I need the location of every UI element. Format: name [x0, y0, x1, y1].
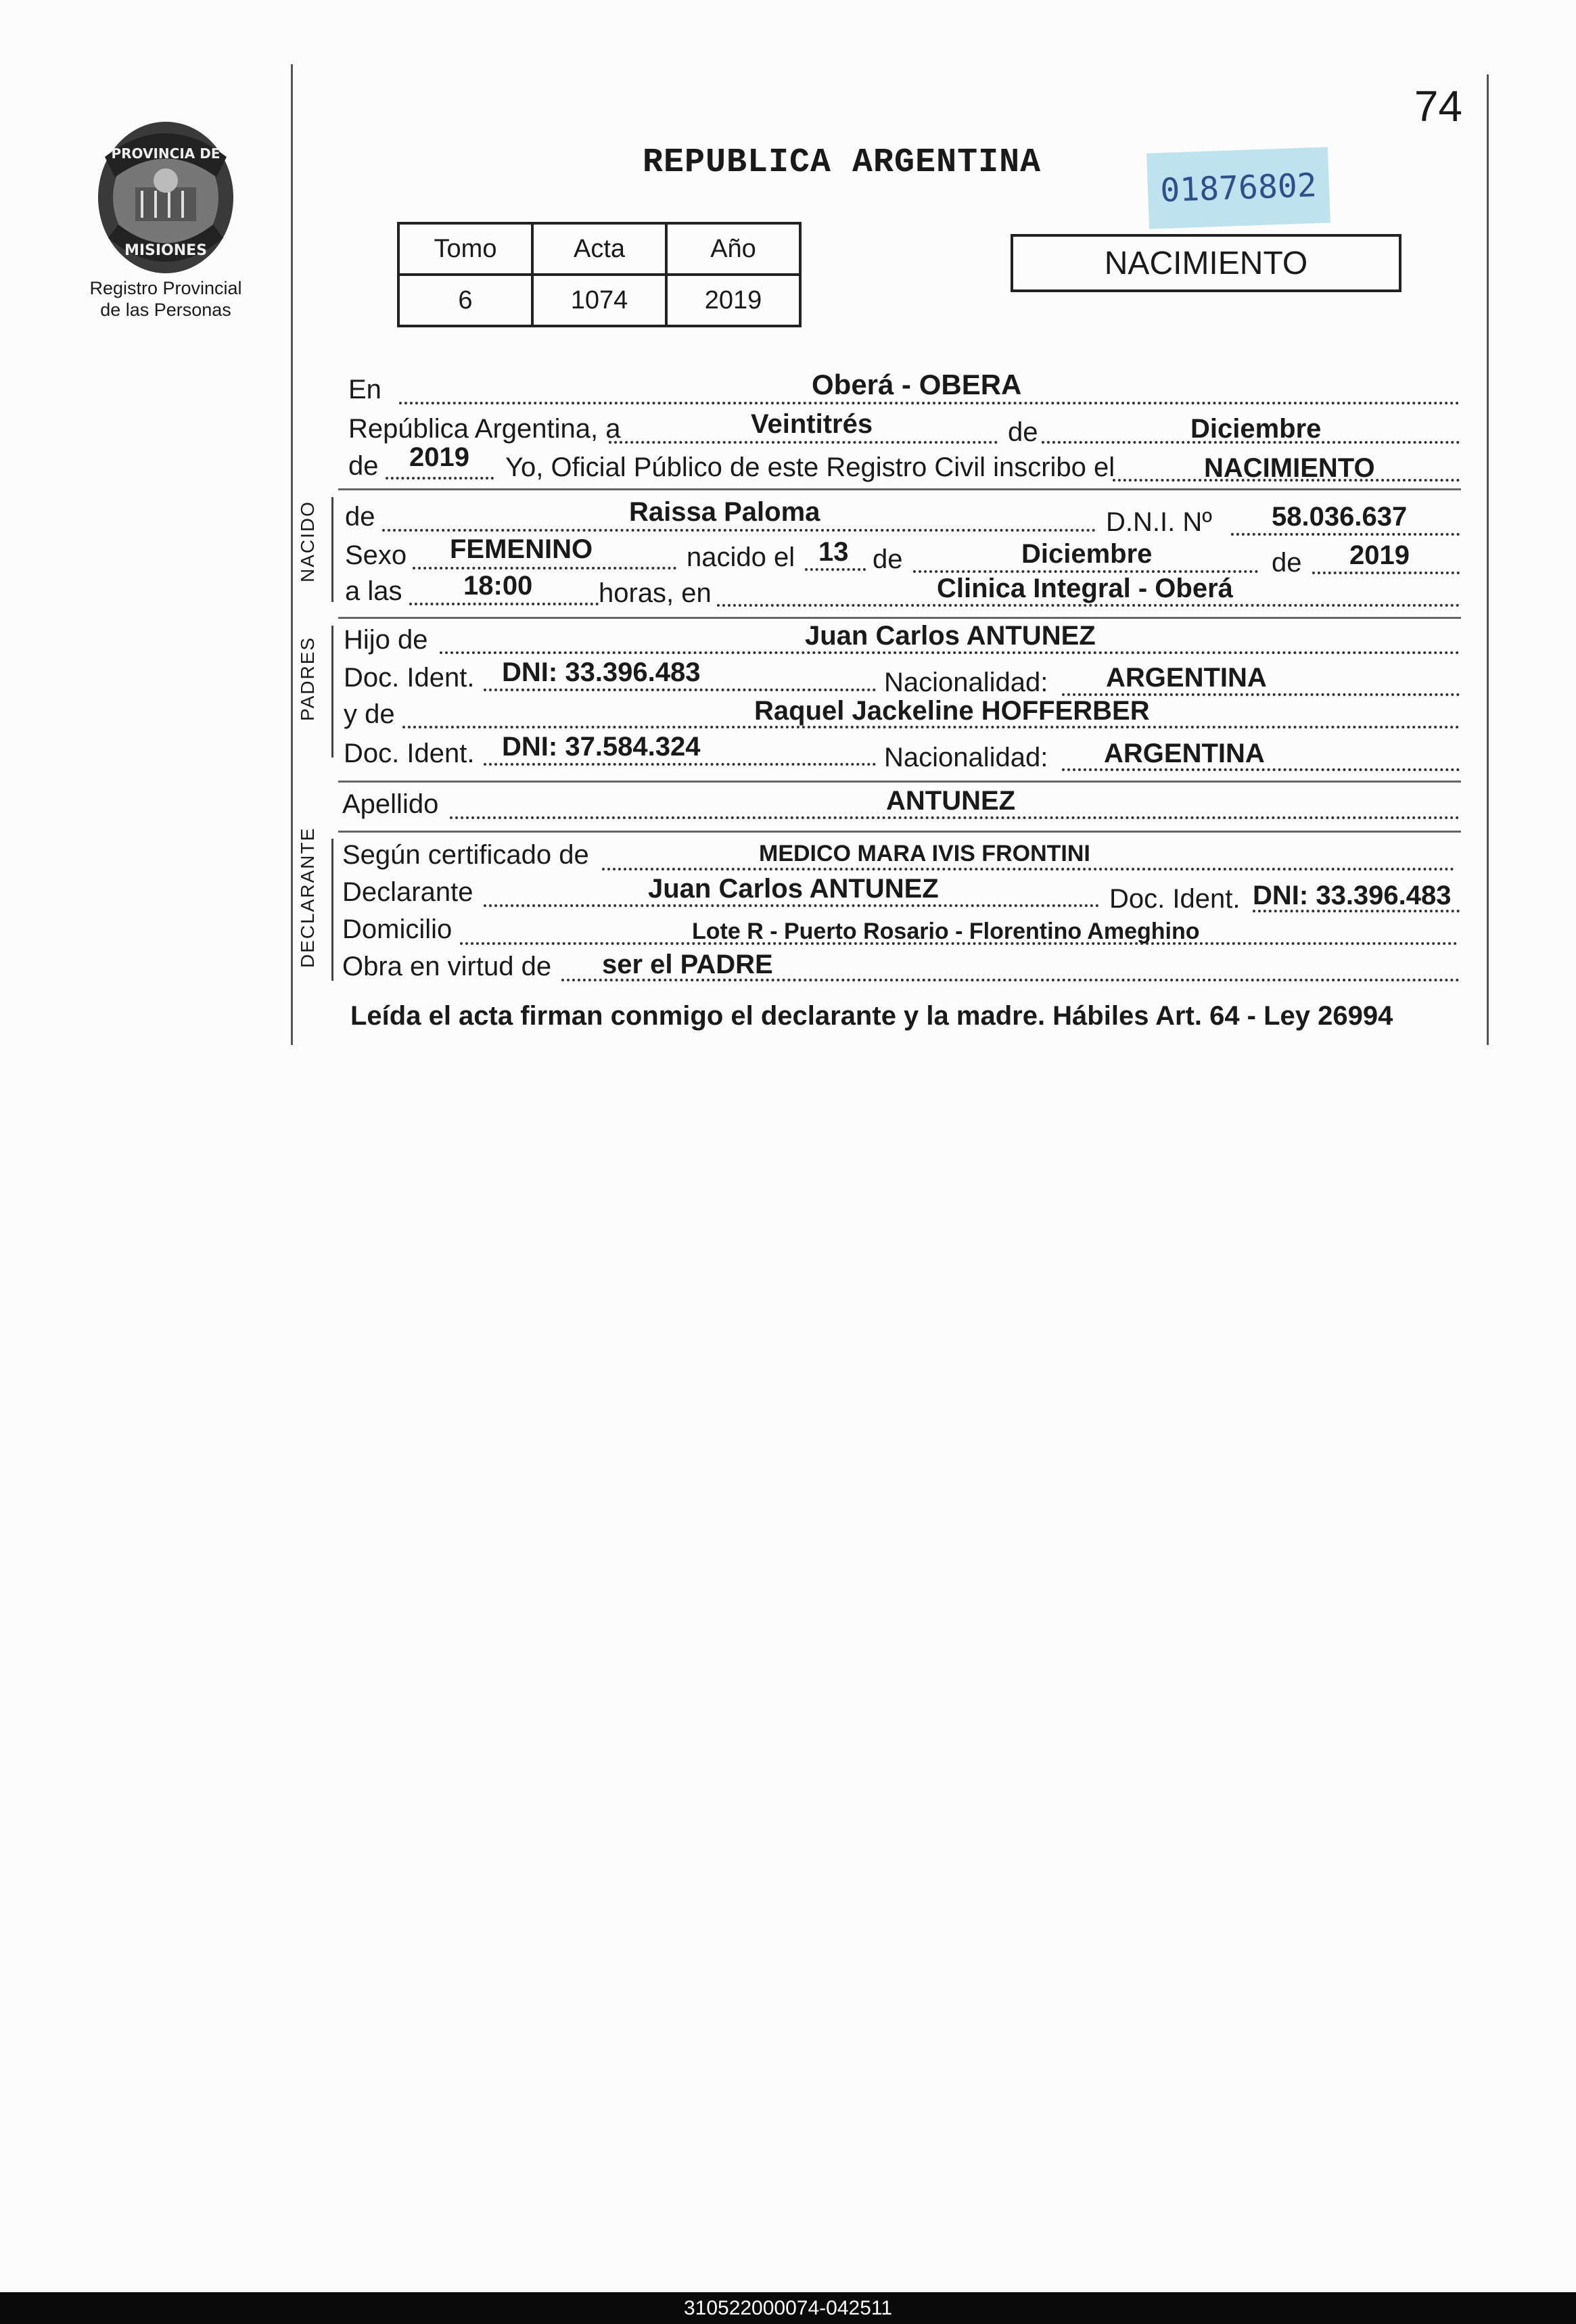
value-lugar: Clinica Integral - Oberá — [937, 574, 1233, 603]
label-de: de — [1008, 417, 1038, 447]
label-hijo-de: Hijo de — [344, 625, 428, 655]
divider — [338, 831, 1461, 833]
value-dia-nac: 13 — [818, 537, 849, 567]
label-republica: República Argentina, a — [348, 414, 621, 444]
label-de2: de — [348, 451, 379, 481]
value-obra: ser el PADRE — [602, 950, 773, 979]
label-y-de: y de — [344, 699, 395, 729]
label-obra: Obra en virtud de — [342, 952, 552, 981]
value-declarante-doc: DNI: 33.396.483 — [1253, 881, 1452, 910]
dots — [609, 441, 998, 444]
right-margin-rule — [1487, 74, 1489, 1045]
value-anio-nac: 2019 — [1349, 540, 1410, 570]
value-acto: NACIMIENTO — [1204, 453, 1375, 483]
section-declarante: DECLARANTE — [297, 827, 318, 968]
serial-stamp: 01876802 — [1146, 147, 1330, 229]
dots — [1253, 910, 1460, 912]
tomo-acta-table — [397, 222, 802, 327]
svg-text:PROVINCIA DE: PROVINCIA DE — [111, 145, 221, 162]
document-title: REPUBLICA ARGENTINA — [643, 143, 1042, 182]
value-dni: 58.036.637 — [1272, 502, 1408, 532]
divider — [338, 488, 1461, 490]
provincia-misiones-seal — [88, 116, 244, 279]
divider — [338, 781, 1461, 783]
label-declarante: Declarante — [342, 877, 473, 907]
tomo-value: 6 — [398, 275, 532, 326]
label-apellido: Apellido — [342, 789, 439, 819]
dots — [413, 567, 676, 570]
dots — [399, 402, 1460, 404]
label-en: En — [348, 375, 381, 404]
value-mes: Diciembre — [1190, 414, 1322, 444]
label-doc-ident: Doc. Ident. — [344, 663, 475, 693]
footer-text: Leída el acta firman conmigo el declarante y la madre. Hábiles Art. 64 - Ley 26994 — [350, 1001, 1393, 1031]
registry-caption: Registro Provincial de las Personas — [89, 278, 242, 320]
section-bar-padres — [331, 626, 333, 758]
label-sexo: Sexo — [345, 540, 407, 570]
value-padre: Juan Carlos ANTUNEZ — [805, 621, 1096, 651]
label-horas-en: horas, en — [599, 578, 712, 608]
value-madre-nac: ARGENTINA — [1104, 739, 1265, 768]
label-de-anio: de — [1272, 548, 1302, 578]
value-padre-nac: ARGENTINA — [1106, 663, 1267, 693]
dots — [805, 568, 866, 571]
label-dni: D.N.I. Nº — [1106, 507, 1212, 537]
value-apellido: ANTUNEZ — [886, 786, 1016, 816]
document-type-box: NACIMIENTO — [1011, 234, 1401, 292]
left-margin-rule — [291, 64, 293, 1045]
value-mes-nac: Diciembre — [1021, 539, 1153, 569]
divider — [338, 617, 1461, 619]
acta-header: Acta — [532, 223, 666, 275]
footer-clip — [350, 1000, 1466, 1046]
label-domicilio: Domicilio — [342, 914, 453, 944]
dots — [386, 477, 494, 480]
label-doc-ident3: Doc. Ident. — [1109, 884, 1241, 914]
value-nombre: Raissa Paloma — [629, 497, 820, 527]
anio-header: Año — [666, 223, 800, 275]
value-hora: 18:00 — [463, 571, 533, 601]
dots — [409, 603, 599, 605]
section-nacido: NACIDO — [297, 501, 318, 582]
label-de-name: de — [345, 502, 375, 532]
value-declarante: Juan Carlos ANTUNEZ — [648, 874, 939, 904]
scan-id-bar: 310522000074-042511 — [0, 2292, 1576, 2324]
label-nacionalidad2: Nacionalidad: — [884, 743, 1048, 772]
section-padres: PADRES — [297, 636, 318, 721]
value-sexo: FEMENINO — [450, 534, 593, 564]
anio-value: 2019 — [666, 275, 800, 326]
dots — [1312, 572, 1460, 574]
section-bar-nacido — [331, 497, 333, 602]
value-anio: 2019 — [409, 442, 469, 472]
tomo-header: Tomo — [398, 223, 532, 275]
value-localidad: Oberá - OBERA — [812, 369, 1022, 400]
section-bar-declarante — [331, 839, 333, 981]
value-certificado: MEDICO MARA IVIS FRONTINI — [759, 841, 1090, 866]
label-nacido-el: nacido el — [687, 542, 795, 572]
dots — [382, 529, 1096, 532]
dots — [1231, 533, 1460, 536]
value-madre-doc: DNI: 37.584.324 — [502, 732, 701, 762]
dots — [484, 689, 876, 691]
value-domicilio: Lote R - Puerto Rosario - Florentino Ameghino — [692, 919, 1200, 944]
acta-value: 1074 — [532, 275, 666, 326]
label-yo: Yo, Oficial Público de este Registro Civil inscribo el — [505, 452, 1115, 482]
label-segun: Según certificado de — [342, 840, 589, 870]
value-dia-letras: Veintitrés — [751, 409, 873, 439]
page-number: 74 — [1414, 82, 1462, 131]
label-doc-ident2: Doc. Ident. — [344, 739, 475, 768]
label-nacionalidad: Nacionalidad: — [884, 668, 1048, 697]
svg-text:MISIONES: MISIONES — [124, 242, 208, 259]
label-de-mes: de — [873, 544, 903, 574]
dots — [484, 763, 876, 766]
label-a-las: a las — [345, 576, 402, 606]
value-madre: Raquel Jackeline HOFFERBER — [754, 696, 1150, 726]
value-padre-doc: DNI: 33.396.483 — [502, 657, 701, 687]
